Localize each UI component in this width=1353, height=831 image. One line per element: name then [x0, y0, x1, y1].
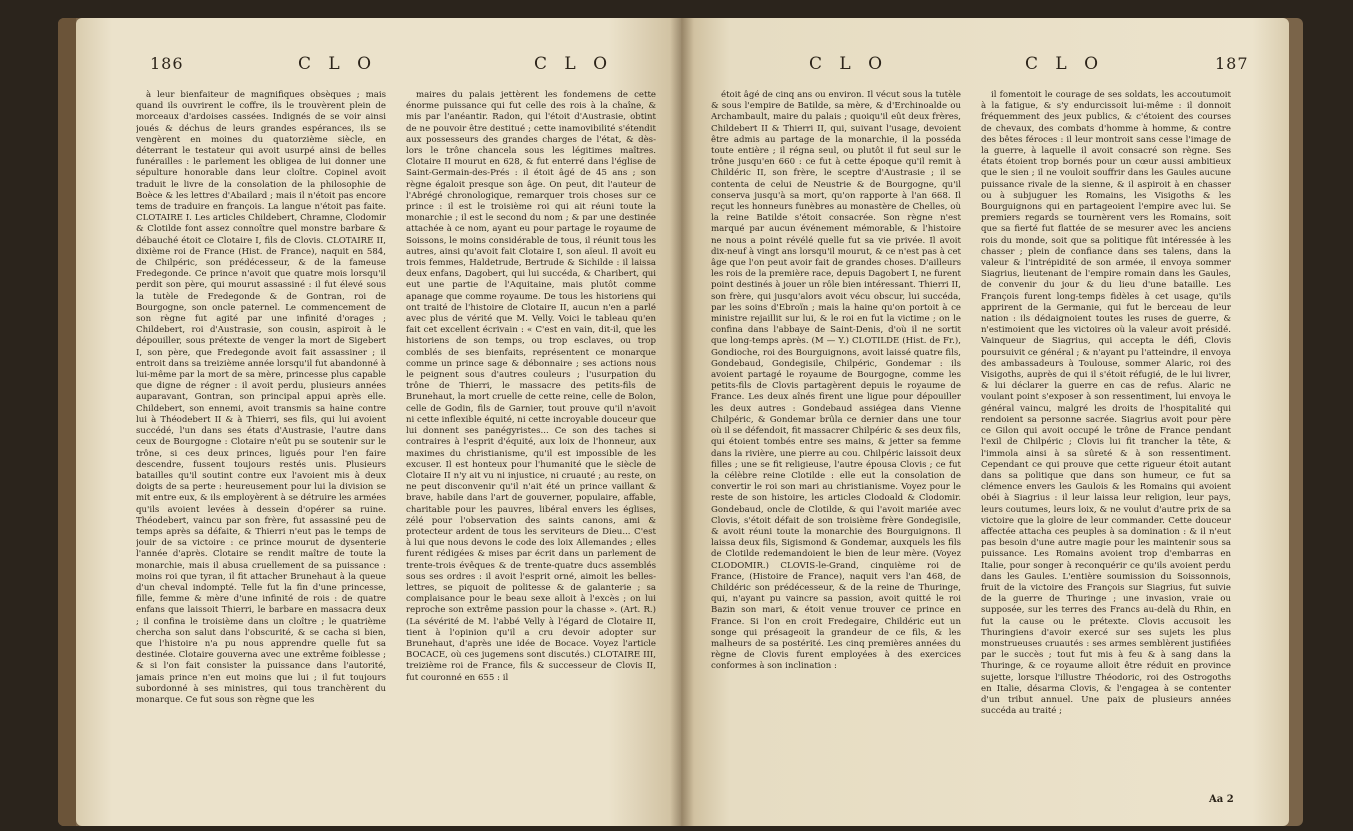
right-page-header: [681, 54, 1289, 80]
right-page-column-1: [711, 90, 961, 790]
left-page-header: [76, 54, 681, 80]
open-book: [58, 18, 1303, 826]
right-page-column-2: [981, 90, 1231, 790]
column-text: maires du palais jettèrent les fondemens de cette énorme puissance qui fut celle des rois à la chaîne, & mis par l'anéantir. Radon, qui l'étoit d'Austrasie, obtint de ne pouvoir être destitué ; cette inamovibilité s'étendit aux possesseurs des grandes charges de l'état, & dès-lors le trône chancela sous les légitimes maîtres. Clotaire II mourut en 628, & fut enterré dans l'église de Saint-Germain-des-Prés : il étoit âgé de 45 ans ; son règne égaloit presque son âge. On peut, dit l'auteur de l'Abrégé chronologique, remarquer trois choses sur ce prince : il est le troisième roi qui ait réuni toute la monarchie ; il est le second du nom ; & par une destinée attachée à ce nom, ayant eu pour partage le royaume de Soissons, le moins considérable de tous, il réunit tous les autres, ainsi qu'avoit fait Clotaire I, son aïeul. Il avoit eu trois femmes, Haldetrude, Bertrude & Sichilde : il laissa deux enfans, Dagobert, qui lui succéda, & Charibert, qui eut une partie de l'Aquitaine, mais plutôt comme apanage que comme royaume. De tous les historiens qui ont traité de l'histoire de Clotaire II, aucun n'en a parlé avec plus de vérité que M. Velly. Voici le tableau qu'en fait cet excellent écrivain : « C'est en vain, dit-il, que les historiens de son temps, ou trop esclaves, ou trop comblés de ses bienfaits, représentent ce monarque comme un prince sage & débonnaire ; ses actions nous le peignent sous d'autres couleurs ; l'usurpation du trône de Thierri, le massacre des petits-fils de Brunehaut, la mort cruelle de cette reine, celle de Bolon, celle de Godin, fils de Garnier, tout prouve qu'il n'avoit ni cette inflexible équité, ni cette incroyable douceur que lui donnent ses panégyristes... Ce son des taches si contraires à l'esprit d'équité, aux loix de l'honneur, aux maximes du christianisme, qu'il est impossible de les excuser. Il est honteux pour l'humanité que le siècle de Clotaire II n'y ait vu ni injustice, ni cruauté ; au reste, on ne peut disconvenir qu'il n'ait été un prince vaillant & brave, habile dans l'art de gouverner, populaire, affable, charitable pour les pauvres, libéral envers les églises, zélé pour l'observation des saints canons, ami & protecteur ardent de tous les serviteurs de Dieu... C'est à lui que nous devons le code des loix Allemandes ; elles furent rédigées & mises par écrit dans un parlement de trente-trois évêques & de trente-quatre ducs assemblés sous ses ordres : il avoit l'esprit orné, aimoit les belles-lettres, se piquoit de politesse & de galanterie ; sa complaisance pour le beau sexe alloit à l'excès ; on lui reproche son extrême passion pour la chasse ». (Art. R.) (La sévérité de M. l'abbé Velly à l'égard de Clotaire II, tient à l'opinion qu'il a cru devoir adopter sur Brunehaut, d'après une idée de Bocace. Voyez l'article BOCACE, où ces jugemens sont discutés.) CLOTAIRE III, treizième roi de France, fils & successeur de Clovis II, fut couronné en 655 : il: [406, 90, 656, 683]
page-number-left: 186: [150, 54, 184, 73]
left-page-column-2: [406, 90, 656, 790]
left-page: [76, 18, 681, 826]
running-head-left-1: C L O: [298, 54, 378, 74]
column-text: étoit âgé de cinq ans ou environ. Il vécut sous la tutèle & sous l'empire de Batilde, sa mère, & d'Erchinoalde ou Archambault, maire du palais ; quoiqu'il eût deux frères, Childebert II & Thierri II, qui, suivant l'usage, devoient être admis au partage de la monarchie, il la posséda toute entière ; il régna seul, ou plutôt il fut seul sur le trône jusqu'en 660 : ce fut à cette époque qu'il remit à Childéric II, son frère, le sceptre d'Austrasie ; il se contenta de celui de Neustrie & de Bourgogne, qu'il conserva jusqu'à sa mort, qu'on rapporte à l'an 668. Il reçut les honneurs funèbres au monastère de Chelles, où la reine Batilde s'étoit consacrée. Son règne n'est marqué par aucun événement mémorable, & l'histoire ne nous a point révélé quelle fut sa vie privée. Il avoit dix-neuf à vingt ans lorsqu'il mourut, & ce n'est pas à cet âge que l'on peut avoir fait de grandes choses. D'ailleurs les rois de la première race, depuis Dagobert I, ne furent point destinés à jouer un rôle bien intéressant. Thierri II, son frère, qui jusqu'alors avoit vécu obscur, lui succéda, par les soins d'Ebroïn ; mais la haine qu'on portoit à ce ministre rejaillit sur lui, & le roi en fut la victime ; on le confina dans l'abbaye de Saint-Denis, d'où il ne sortit que long-temps après. (M — Y.) CLOTILDE (Hist. de Fr.), Gondioche, roi des Bourguignons, avoit laissé quatre fils, Gondebaud, Gondegisile, Chilpéric, Gondemar : ils avoient partagé le royaume de Bourgogne, comme les petits-fils de Clovis partagèrent depuis le royaume de France. Les deux aînés firent une ligue pour dépouiller les deux autres : Gondebaud assiégea dans Vienne Chilpéric, & Gondemar brûla ce dernier dans une tour où il se défendoit, fit massacrer Chilpéric & ses deux fils, qui étoient tombés entre ses mains, & jetter sa femme dans la rivière, une pierre au cou. Chilpéric laissoit deux filles ; une se fit religieuse, l'autre épousa Clovis ; ce fut la célèbre reine Clotilde : elle eut la consolation de convertir le roi son mari au christianisme. Voyez pour le reste de son histoire, les articles Clodoald & Clodomir. Gondebaud, oncle de Clotilde, & qui l'avoit mariée avec Clovis, s'étoit défait de son troisième frère Gondegisile, & avoit réuni toute la monarchie des Bourguignons. Il laissa deux fils, Sigismond & Gondemar, auxquels les fils de Clotilde redemandoient le bien de leur mère. (Voyez CLODOMIR.) CLOVIS-le-Grand, cinquième roi de France, (Histoire de France), naquit vers l'an 468, de Childéric son prédécesseur, & de la reine de Thuringe, qui, n'ayant pu vaincre sa passion, avoit quitté le roi Bazin son mari, & étoit venue trouver ce prince en France. Si l'on en croit Fredegaire, Childéric eut un songe qui présageoit la grandeur de ce fils, & les malheurs de sa postérité. Les cinq premières années du règne de Clovis furent employées à des exercices conformes à son inclination :: [711, 90, 961, 672]
signature-mark: Aa 2: [1209, 794, 1234, 805]
column-text: à leur bienfaiteur de magnifiques obsèques ; mais quand ils ouvrirent le coffre, ils le trouvèrent plein de morceaux d'ardoises cassées. Indignés de se voir ainsi joués & déchus de leurs grandes espérances, ils se vengèrent en moines du quatorzième siècle, en déterrant le testateur qui avoit usurpé ainsi de belles funérailles : le parlement les obligea de lui donner une sépulture honorable dans leur cloître. Copinel avoit traduit le livre de la consolation de la philosophie de Boèce & les lettres d'Abailard ; mais il n'étoit pas encore tems de traduire en françois. La langue n'étoit pas faite. CLOTAIRE I. Les articles Childebert, Chramne, Clodomir & Clotilde font assez connoître quel monstre barbare & débauché étoit ce Clotaire I, fils de Clovis. CLOTAIRE II, dixième roi de France (Hist. de France), naquit en 584, de Chilpéric, son prédécesseur, & de la fameuse Fredegonde. Ce prince n'avoit que quatre mois lorsqu'il perdit son père, qui mourut assassiné : il fut élevé sous la tutèle de Fredegonde & de Gontran, roi de Bourgogne, son oncle paternel. Le commencement de son règne fut agité par une infinité d'orages ; Childebert, roi d'Austrasie, son cousin, aspiroit à le dépouiller, sous prétexte de venger la mort de Sigebert I, son père, que Fredegonde avoit fait assassiner ; il entroit dans sa treizième année lorsqu'il fut abandonné à lui-même par la mort de sa mère, princesse plus capable que digne de régner : il avoit perdu, plusieurs années auparavant, Gontran, son principal appui après elle. Childebert, son ennemi, avoit transmis sa haine contre lui à Théodebert II & à Thierri, ses fils, qui lui avoient succédé, l'un dans ses états d'Austrasie, l'autre dans ceux de Bourgogne : Clotaire n'eût pu se soutenir sur le trône, si ces deux princes, ligués pour l'en faire descendre, fussent toujours restés unis. Plusieurs batailles qu'il soutint contre eux l'avoient mis à deux doigts de sa perte : heureusement pour lui la division se mit entre eux, & ils employèrent à se détruire les armées qu'ils avoient levées à dessein d'opérer sa ruine. Théodebert, vaincu par son frère, fut assassiné peu de temps après sa défaite, & Thierri n'eut pas le temps de jouir de sa victoire : ce prince mourut de dysenterie l'année d'après. Clotaire se rendit maître de toute la monarchie, mais il abusa cruellement de sa puissance : moins roi que tyran, il fit attacher Brunehaut à la queue d'un cheval indompté. Telle fut la fin d'une princesse, fille, femme & mère d'une infinité de rois : de quatre enfans que laissoit Thierri, le barbare en massacra deux ; il confina le troisième dans un cloître ; le quatrième chercha son salut dans l'obscurité, & se cacha si bien, que l'histoire n'a pu nous apprendre quelle fut sa destinée. Clotaire gouverna avec une extrême foiblesse ; & si l'on fait consister la puissance dans l'autorité, jamais prince n'en eut moins que lui ; il fut toujours subordonné à ses ministres, qui tous tranchèrent du monarque. Ce fut sous son règne que les: [136, 90, 386, 705]
left-page-column-1: [136, 90, 386, 790]
column-text: il fomentoit le courage de ses soldats, les accoutumoit à la fatigue, & s'y endurcissoit lui-même : il donnoit fréquemment des jeux publics, & c'étoient des courses de chevaux, des combats d'homme à homme, & contre des bêtes féroces : il leur montroit sans cesse l'image de la guerre, à laquelle il avoit consacré son règne. Ses états étoient trop bornés pour un cœur aussi ambitieux que le sien ; il ne vouloit souffrir dans les Gaules aucune puissance rivale de la sienne, & il aspiroit à en chasser ou à subjuguer les Romains, les Visigoths & les Bourguignons qui en partageoient l'empire avec lui. Se premiers regards se tournèrent vers les Romains, soit que sa fierté fut flattée de se mesurer avec les anciens rois du monde, soit que sa politique fût intéressée à les chasser ; plein de confiance dans ses talens, dans la valeur & l'intrépidité de son armée, il envoya sommer Siagrius, lieutenant de l'empire romain dans les Gaules, de convenir du jour & du lieu d'une bataille. Les François furent long-temps fidèles à cet usage, qu'ils apprirent de la Germanie, qui fut le berceau de leur nation : ils dédaignoient toutes les ruses de guerre, & n'estimoient que les victoires où la valeur avoit présidé. Vainqueur de Siagrius, qui accepta le défi, Clovis poursuivit ce général ; & n'ayant pu l'atteindre, il envoya des ambassadeurs à Toulouse, sommer Alaric, roi des Visigoths, auprès de qui il s'étoit réfugié, de le lui livrer, & lui déclarer la guerre en cas de refus. Alaric ne voulant point s'exposer à son ressentiment, lui envoya le général vaincu, malgré les droits de l'hospitalité qui rendoient sa personne sacrée. Siagrius avoit pour père ce Gilon qui avoit occupé le trône de France pendant l'exil de Chilpéric ; Clovis lui fit trancher la tête, & l'immola ainsi à sa sûreté & à son ressentiment. Cependant ce qui prouve que cette rigueur étoit autant dans sa politique que dans son humeur, ce fut sa clémence envers les Gaulois & les Romains qui avoient obéi à Siagrius : il leur laissa leur religion, leur pays, leurs coutumes, leurs loix, & ne voulut d'autre prix de sa victoire que la gloire de leur commander. Cette douceur affectée attacha ces peuples à sa domination : & il n'eut pas besoin d'une autre magie pour les maintenir sous sa puissance. Les Romains avoient trop d'embarras en Italie, pour songer à reconquérir ce qu'ils avoient perdu dans les Gaules. L'entière soumission du Soissonnois, fruit de la victoire des François sur Siagrius, fut suivie de la guerre de Thuringe ; une invasion, vraie ou supposée, sur les terres des Francs au-delà du Rhin, en fut la cause ou le prétexte. Clovis accusoit les Thuringiens d'avoir exercé sur ses sujets les plus monstrueuses cruautés : ses armes semblèrent justifiées par le succès ; tout fut mis à feu & à sang dans la Thuringe, & ce royaume alloit être réduit en province sujette, lorsque l'illustre Théodoric, roi des Ostrogoths en Italie, désarma Clovis, & l'engagea à se contenter d'un tribut annuel. Une paix de plusieurs années succéda au traité ;: [981, 90, 1231, 717]
right-page: [681, 18, 1289, 826]
running-head-right-1: C L O: [809, 54, 889, 74]
book-spine: [58, 18, 76, 826]
book-gutter: [670, 18, 694, 826]
running-head-right-2: C L O: [1025, 54, 1105, 74]
page-number-right: 187: [1215, 54, 1249, 73]
running-head-left-2: C L O: [534, 54, 614, 74]
